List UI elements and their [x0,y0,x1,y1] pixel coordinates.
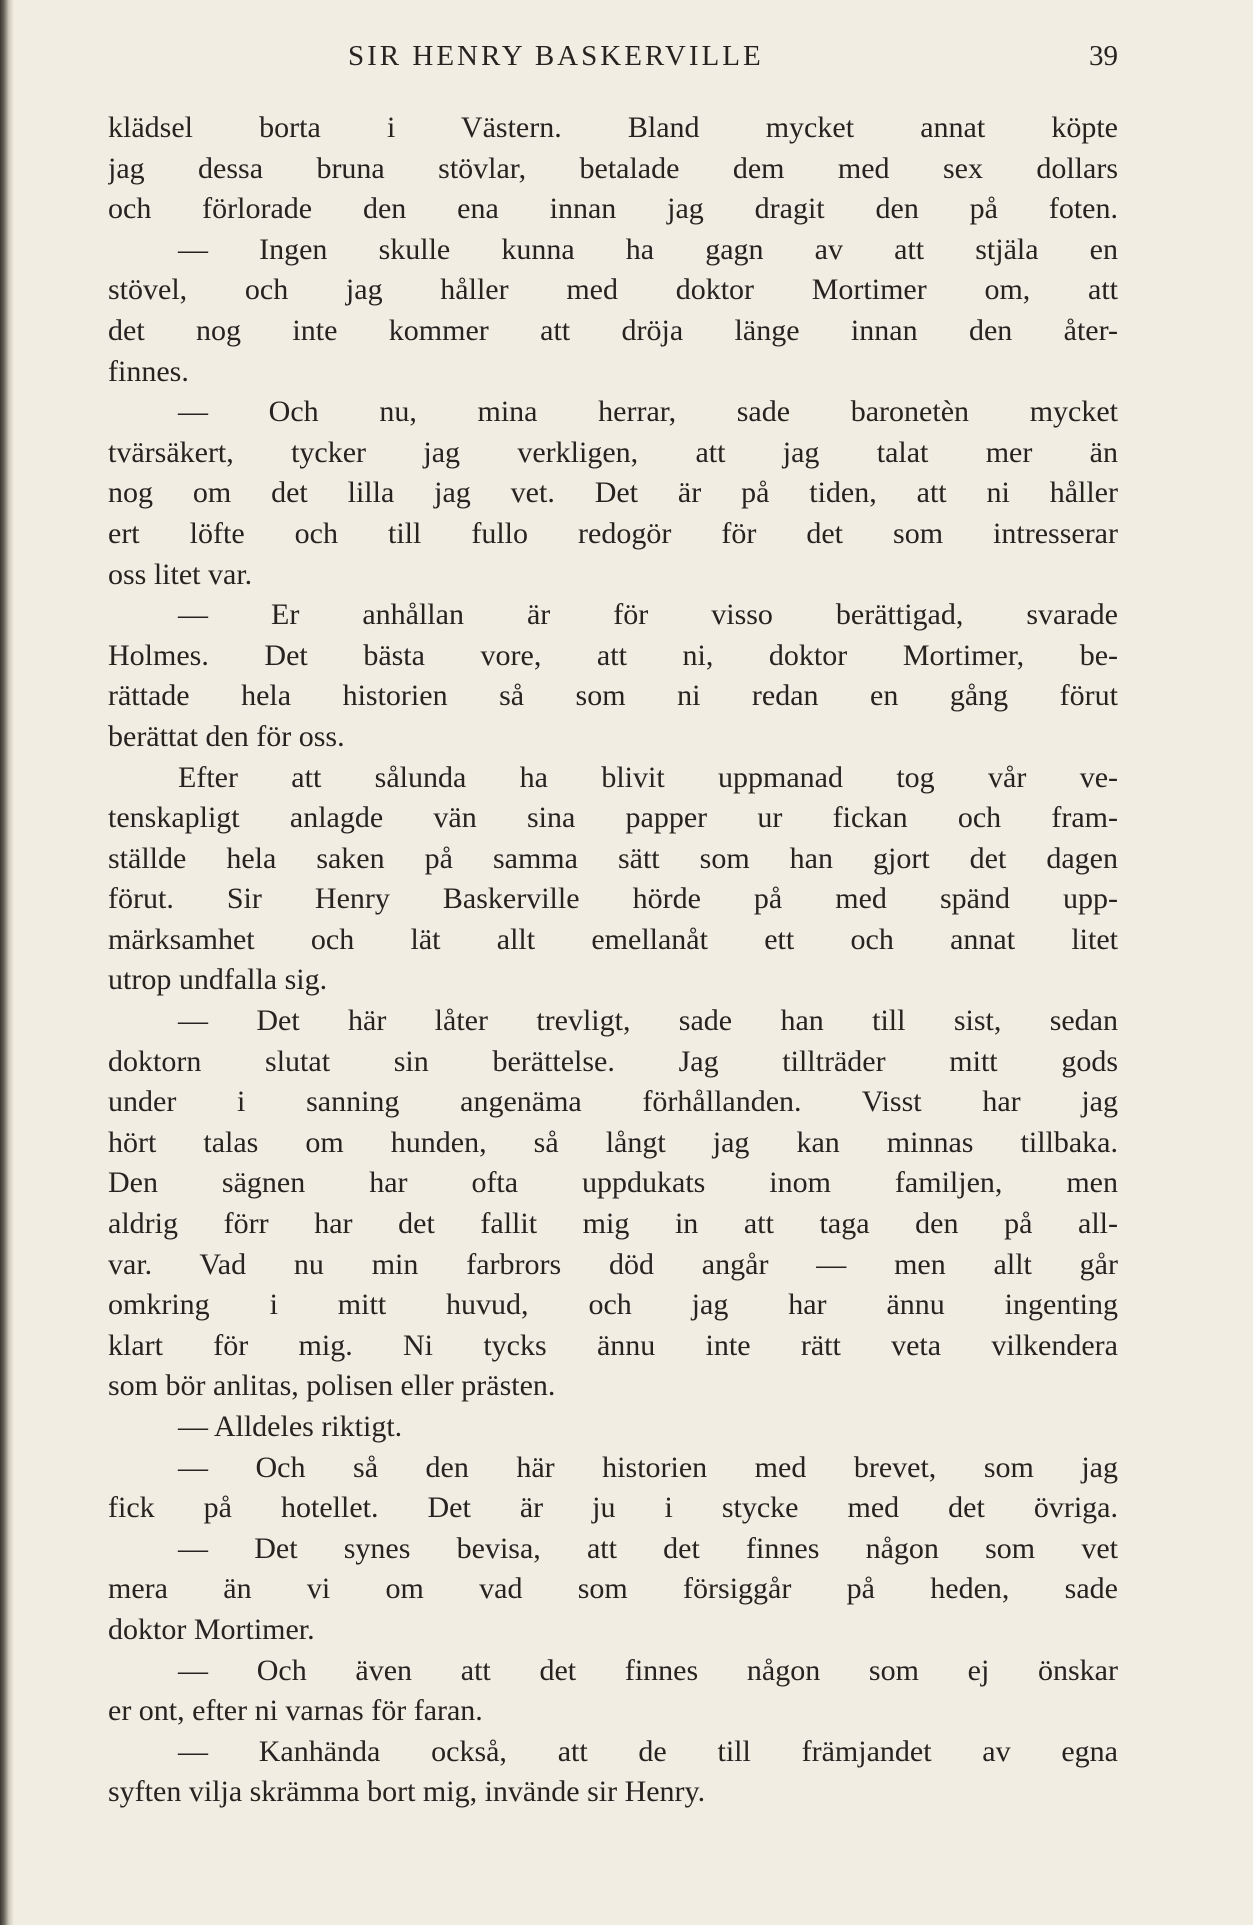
text-line: och förlorade den ena innan jag dragit den på foten. [108,192,1118,226]
running-header [108,40,1118,80]
text-line: — Och även att det finnes någon som ej önskar [178,1653,1118,1687]
text-line: oss litet var. [108,557,253,591]
text-line: under i sanning angenäma förhållanden. Visst har jag [108,1085,1118,1119]
text-line: utrop undfalla sig. [108,963,328,997]
text-line: aldrig förr har det fallit mig in att taga den på all- [108,1207,1118,1241]
text-line: finnes. [108,354,189,388]
text-line: stövel, och jag håller med doktor Mortimer om, att [108,273,1118,307]
text-line: hört talas om hunden, så långt jag kan minnas tillbaka. [108,1125,1118,1159]
text-line: mera än vi om vad som försiggår på heden, sade [108,1572,1118,1606]
text-line: förut. Sir Henry Baskerville hörde på med spänd upp- [108,882,1118,916]
text-line: er ont, efter ni varnas för faran. [108,1694,483,1728]
text-line: — Ingen skulle kunna ha gagn av att stjäla en [178,232,1118,266]
text-line: var. Vad nu min farbrors död angår — men allt går [108,1247,1118,1281]
text-line: märksamhet och lät allt emellanåt ett och annat litet [108,922,1118,956]
text-line: klart för mig. Ni tycks ännu inte rätt veta vilkendera [108,1328,1118,1362]
text-line: klädsel borta i Västern. Bland mycket annat köpte [108,111,1118,144]
text-line: doktor Mortimer. [108,1612,315,1646]
text-line: — Det här låter trevligt, sade han till sist, sedan [178,1004,1118,1038]
text-line: berättat den för oss. [108,719,345,753]
text-line: tvärsäkert, tycker jag verkligen, att jag talat mer än [108,435,1118,469]
text-line: Efter att sålunda ha blivit uppmanad tog vår ve- [178,760,1118,794]
text-line: nog om det lilla jag vet. Det är på tiden, att ni håller [108,476,1118,510]
text-line: — Er anhållan är för visso berättigad, svarade [178,598,1118,632]
text-line: tenskapligt anlagde vän sina papper ur fickan och fram- [108,801,1118,835]
text-line: — Alldeles riktigt. [178,1410,403,1443]
text-line: jag dessa bruna stövlar, betalade dem med sex dollars [108,151,1118,185]
text-line: — Det synes bevisa, att det finnes någon som vet [178,1531,1118,1565]
text-line: rättade hela historien så som ni redan en gång förut [108,679,1118,713]
text-line: — Kanhända också, att de till främjandet av egna [178,1734,1118,1768]
running-title: SIR HENRY BASKERVILLE [348,40,764,72]
text-line: Holmes. Det bästa vore, att ni, doktor Mortimer, be- [108,638,1118,672]
text-line: Den sägnen har ofta uppdukats inom familjen, men [108,1166,1118,1200]
text-line: doktorn slutat sin berättelse. Jag tillträder mitt gods [108,1044,1118,1078]
body-text [108,108,1118,1813]
text-line: — Och så den här historien med brevet, som jag [178,1450,1118,1484]
page-binding-edge [0,0,14,1925]
text-line: syften vilja skrämma bort mig, invände sir Henry. [108,1775,706,1809]
text-line: fick på hotellet. Det är ju i stycke med det övriga. [108,1491,1118,1525]
page-number: 39 [1089,40,1118,72]
text-line: ert löfte och till fullo redogör för det som intresserar [108,516,1118,550]
text-line: det nog inte kommer att dröja länge innan den åter- [108,313,1118,347]
text-line: — Och nu, mina herrar, sade baronetèn mycket [178,395,1118,429]
text-line: omkring i mitt huvud, och jag har ännu ingenting [108,1288,1118,1322]
text-line: ställde hela saken på samma sätt som han gjort det dagen [108,841,1118,875]
text-line: som bör anlitas, polisen eller prästen. [108,1369,556,1403]
